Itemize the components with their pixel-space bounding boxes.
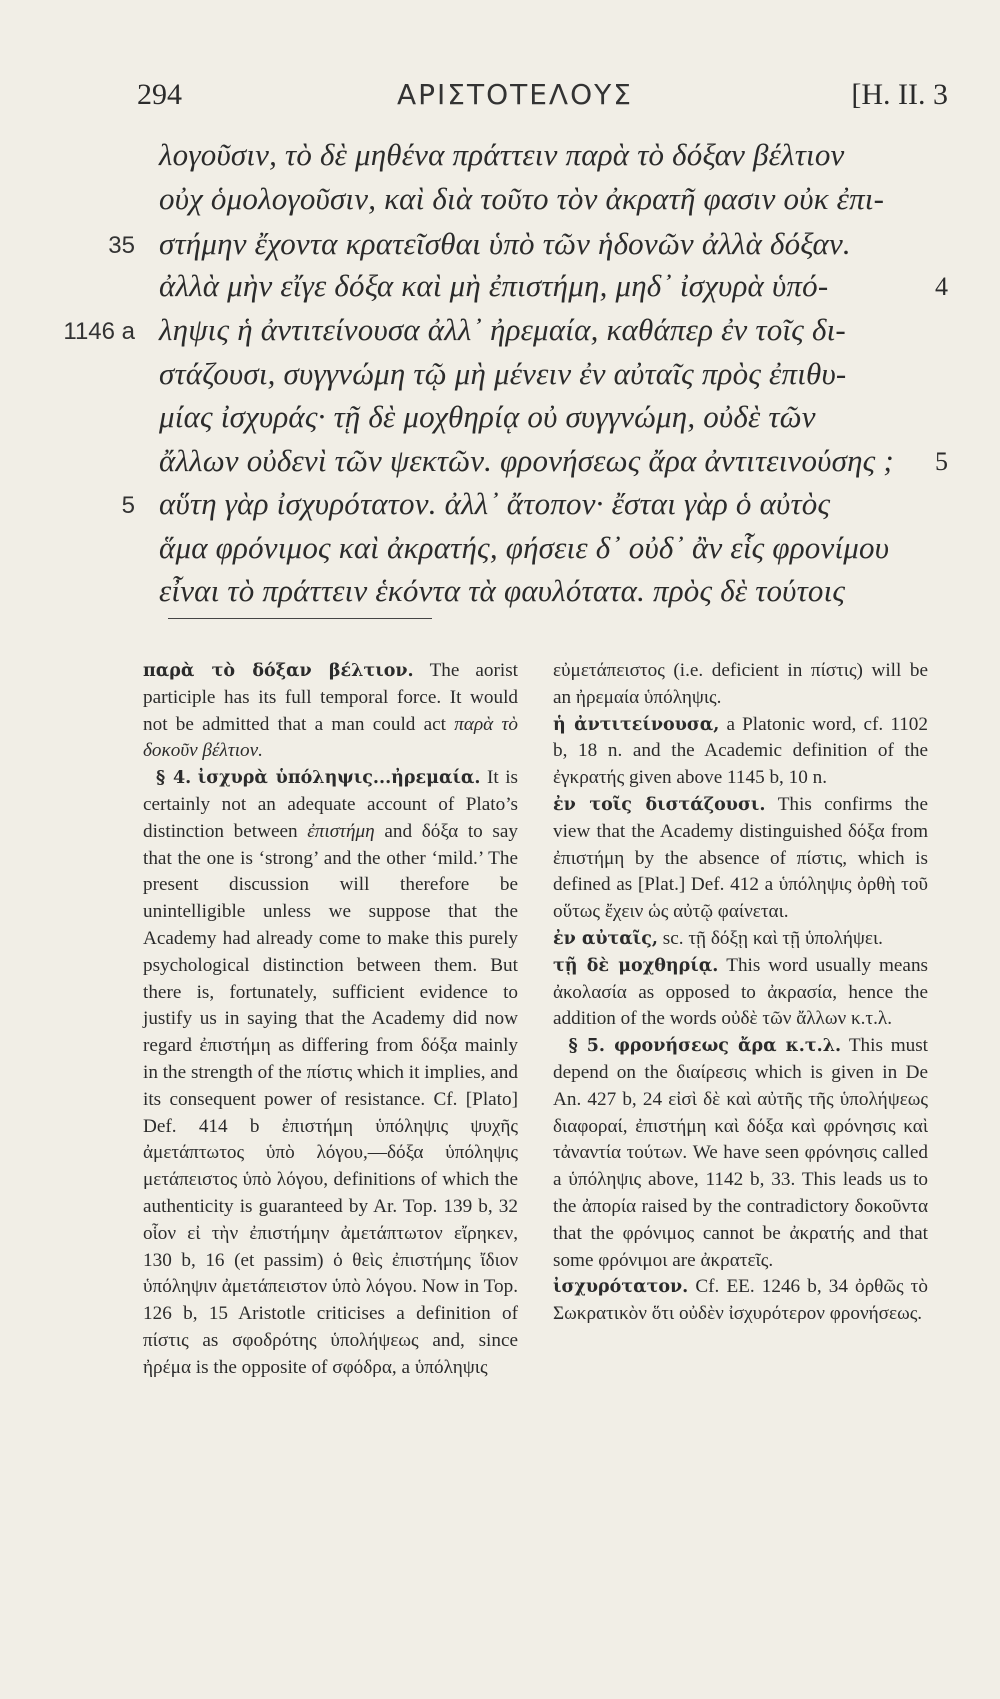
note-text: The aorist participle has its full temporal force. It would not be admitted that a man could act — [143, 660, 518, 735]
note-lemma: ἰσχυρότατον. — [553, 1277, 689, 1298]
note-lemma: ἡ ἀντιτείνουσα, — [553, 714, 720, 735]
note-lemma: ἰσχυρὰ ὑπόληψις...ἠρεμαία. — [197, 768, 481, 789]
note-text: a Platonic word, cf. 1102 b, 18 n. and the Academic definition of the ἐγκρατής given above 1145 b, 10 n. — [553, 713, 928, 789]
note-text: Cf. EE. 1246 b, 34 ὀρθῶς τὸ Σωκρατικὸν ὅτι οὐδὲν ἰσχυρότερον φρονήσεως. — [553, 1276, 928, 1325]
greek-line — [0, 268, 1000, 312]
greek-line-text: ληψις ἡ ἀντιτείνουσα ἀλλ᾽ ἠρεμαία, καθάπερ ἐν τοῖς δι- — [159, 312, 846, 347]
section-reference: [H. II. 3 — [851, 78, 948, 111]
running-title: ΑΡΙΣΤΟΤΕΛΟΥΣ — [397, 78, 633, 111]
note-lemma: ἐν αὐταῖς, — [553, 928, 658, 949]
greek-line-text: ἀλλὰ μὴν εἴγε δόξα καὶ μὴ ἐπιστήμη, μηδ᾽ ἰσχυρὰ ὑπό- — [159, 268, 829, 303]
greek-line — [0, 443, 1000, 487]
greek-line — [0, 226, 1000, 270]
commentary-note — [143, 765, 518, 1381]
greek-line — [0, 137, 1000, 181]
greek-line-text: στήμην ἔχοντα κρατεῖσθαι ὑπὸ τῶν ἡδονῶν ἀλλὰ δόξαν. — [159, 226, 851, 261]
running-header — [137, 78, 948, 122]
greek-line-text: ἅμα φρόνιμος καὶ ἀκρατής, φήσειε δ᾽ οὐδ᾽ ἂν εἷς φρονίμου — [159, 530, 890, 565]
note-text: εὐμετάπειστος (i.e. deficient in πίστις) will be an ἠρεμαία ὑπόληψις. — [553, 660, 928, 708]
commentary-column-right — [553, 658, 928, 1328]
note-text: This must depend on the διαίρεσις which is given in De An. 427 b, 24 εἰσὶ δὲ καὶ αὐτῆς τῆς ὑπολήψεως διαφοραί, ἐπιστήμη καὶ δόξα καὶ φρόνησις καὶ τἀναντία τούτων. We have seen φρόνησις called a ὑπόληψις above, 1142 b, 33. This leads us to the ἀπορία raised by the contradictory δοκοῦντα that the φρόνιμος cannot be ἀκρατής and that some φρόνιμοι are ἀκρατεῖς. — [553, 1035, 929, 1271]
note-text-continued: and δόξα to say that the one is ‘strong’ and the other ‘mild.’ The present discussion will therefore be unintelligible unless we suppose that the Academy had already come to make this purely psychological distinction between them. But there is, fortunately, sufficient evidence to justify us in saying that the Academy did now regard ἐπιστήμη as differing from δόξα mainly in the strength of the πίστις which it implies, and its consequent power of resistance. Cf. [Plato] Def. 414 b ἐπιστήμη ὑπόληψις ψυχῆς ἀμετάπτωτος ὑπὸ λόγου,—δόξα ὑπόληψις μετάπειστος ὑπὸ λόγου, definitions of which the authenticity is guaranteed by Ar. Top. 139 b, 32 οἷον εἰ τὴν ἐπιστήμην ἀμετάπτωτον εἴρηκεν, 130 b, 16 (et passim) ὁ θεὶς ἐπιστήμης ἴδιον ὑπόληψιν ἀμετάπειστον ὑπὸ λόγου. Now in Top. 126 b, 15 Aristotle criticises a definition of πίστις as σφοδρότης ὑπολήψεως and, since ἠρέμα is the opposite of σφόδρα, a ὑπόληψις — [143, 820, 518, 1378]
note-lemma: § 5. φρονήσεως ἄρα κ.τ.λ. — [568, 1036, 842, 1057]
section-mark: § 4. — [156, 768, 192, 789]
greek-line-text: μίας ἰσχυράς· τῇ δὲ μοχθηρίᾳ οὐ συγγνώμη, οὐδὲ τῶν — [159, 399, 816, 434]
page-number: 294 — [137, 78, 182, 111]
commentary-note — [553, 658, 928, 712]
commentary-note — [553, 926, 928, 953]
commentary-column-left — [143, 658, 518, 1382]
marginal-section-number: 5 — [935, 447, 948, 476]
note-text: This word usually means ἀκολασία as opposed to ἀκρασία, hence the addition of the words οὐδὲ τῶν ἄλλων κ.τ.λ. — [553, 954, 929, 1030]
greek-line-text: στάζουσι, συγγνώμη τῷ μὴ μένειν ἐν αὐταῖς πρὸς ἐπιθυ- — [159, 356, 847, 391]
greek-line — [0, 181, 1000, 225]
greek-line-text: οὐχ ὁμολογοῦσιν, καὶ διὰ τοῦτο τὸν ἀκρατῆ φασιν οὐκ ἐπι- — [159, 181, 885, 216]
note-greek: ἐπιστήμη — [307, 820, 375, 842]
commentary-note — [553, 712, 928, 792]
note-greek: παρὰ τὸ δοκοῦν βέλτιον. — [143, 713, 518, 762]
commentary-note — [553, 792, 928, 926]
footnote-rule — [168, 618, 432, 619]
marginal-section-number: 4 — [935, 272, 948, 301]
note-lemma: παρὰ τὸ δόξαν βέλτιον. — [143, 661, 414, 681]
greek-line — [0, 530, 1000, 574]
commentary-note — [553, 1033, 928, 1274]
commentary-note — [553, 953, 928, 1033]
greek-line — [0, 356, 1000, 400]
greek-line — [0, 573, 1000, 617]
note-text: It is certainly not an adequate account of Plato’s distinction between — [143, 767, 519, 842]
line-number: 35 — [108, 232, 135, 259]
line-number: 5 — [121, 492, 135, 519]
greek-line-text: λογοῦσιν, τὸ δὲ μηθένα πράττειν παρὰ τὸ δόξαν βέλτιον — [159, 137, 845, 172]
greek-line — [0, 312, 1000, 356]
greek-line — [0, 399, 1000, 443]
commentary-note — [553, 1274, 928, 1328]
greek-line — [0, 486, 1000, 530]
commentary-note — [143, 658, 518, 765]
note-lemma: τῇ δὲ μοχθηρίᾳ. — [553, 955, 719, 976]
note-text: This confirms the view that the Academy distinguished δόξα from ἐπιστήμη by the absence of πίστις, which is defined as [Plat.] Def. 412 a ὑπόληψις ὀρθὴ τοῦ οὕτως ἔχειν ὡς αὐτῷ φαίνεται. — [553, 793, 928, 923]
greek-line-text: εἶναι τὸ πράττειν ἑκόντα τὰ φαυλότατα. πρὸς δὲ τούτοις — [159, 573, 846, 608]
note-text: sc. τῇ δόξῃ καὶ τῇ ὑπολήψει. — [657, 927, 883, 949]
note-lemma: ἐν τοῖς διστάζουσι. — [553, 794, 766, 815]
greek-line-text: ἄλλων οὐδενὶ τῶν ψεκτῶν. φρονήσεως ἄρα ἀντιτεινούσης ; — [159, 443, 894, 478]
greek-line-text: αὕτη γὰρ ἰσχυρότατον. ἀλλ᾽ ἄτοπον· ἔσται γὰρ ὁ αὐτὸς — [159, 486, 831, 521]
bekker-page-marker: 1146 a — [63, 318, 135, 345]
